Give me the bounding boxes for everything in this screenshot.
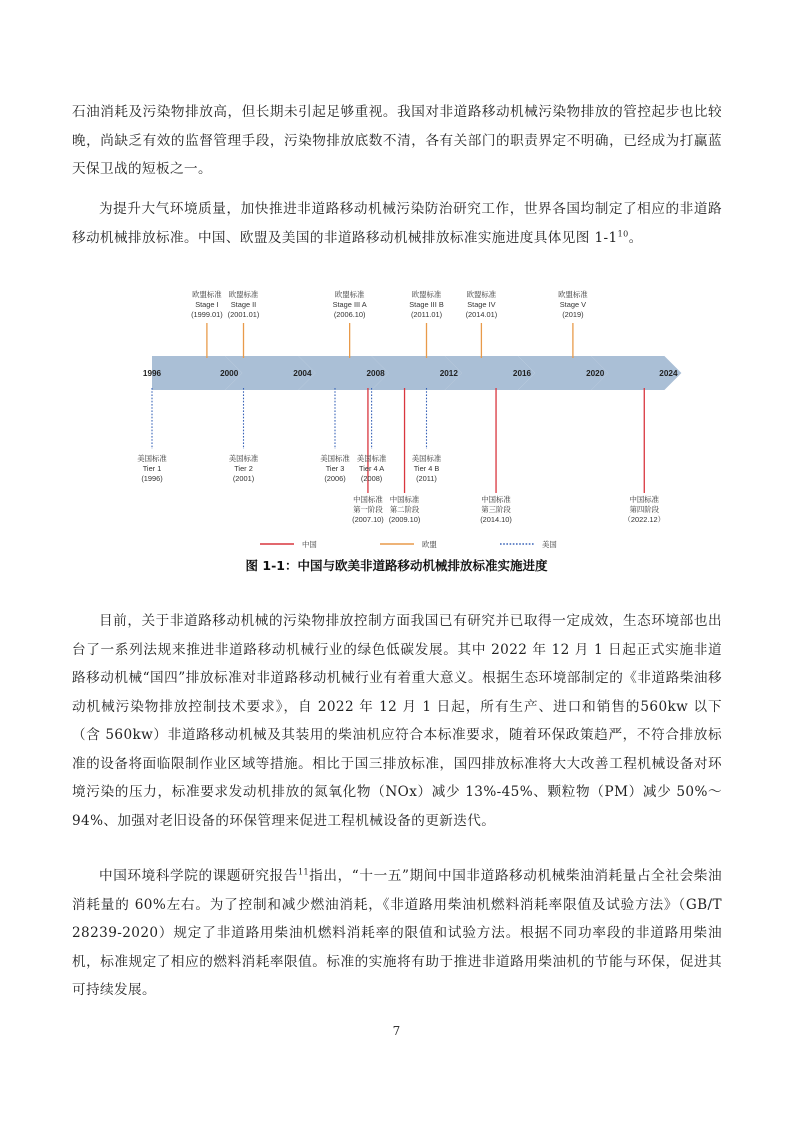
china-label-3-line-2: 第四阶段 [629,505,660,514]
timeline-labels [137,290,678,524]
china-label-0-line-1: 中国标准 [353,495,383,504]
us-label-4-line-2: Tier 4 B [413,464,440,473]
legend-label-us: 美国 [542,540,557,549]
year-label-2004: 2004 [293,369,312,378]
paragraph-2 [72,195,722,252]
us-label-4-line-3: (2011) [416,474,437,483]
us-label-2-line-3: (2006) [324,474,346,483]
eu-label-4-line-1: 欧盟标准 [466,290,497,299]
eu-label-0-line-2: Stage I [195,300,219,309]
us-label-4-line-1: 美国标准 [411,454,442,463]
eu-label-5-line-2: Stage V [559,300,587,309]
eu-label-4-line-3: (2014.01) [465,310,498,319]
china-label-0 [352,495,384,524]
eu-label-4-line-2: Stage IV [467,300,496,309]
eu-label-5-line-3: (2019) [562,310,584,319]
paragraph-3: 目前，关于非道路移动机械的污染物排放控制方面我国已有研究并已取得一定成效，生态环境部也出台了一系列法规来推进非道路移动机械行业的绿色低碳发展。其中 2022 年 12 月 1 日起正式实施非道路移动机械“国四”排放标准对非道路移动机械行业有着重大意义。根据生态环境部制定的《非道路柴油移动机械污染物排放控制技术要求》，自 2022 年 12 月 1 日起，所有生产、进口和销售的560kw 以下（含 560kw）非道路移动机械及其装用的柴油机应符合本标准要求，随着环保政策趋严，不符合排放标准的设备将面临限制作业区域等措施。相比于国三排放标准，国四排放标准将大大改善工程机械设备对环境污染的压力，标准要求发动机排放的氮氧化物（NOx）减少 13%-45%、颗粒物（PM）减少 50%～94%、加强对老旧设备的环保管理来促进工程机械设备的更新迭代。 [72,613,722,829]
page-number: 7 [392,1024,401,1038]
us-label-1 [229,454,259,483]
us-label-3-line-3: (2008) [360,474,383,483]
paragraph-2-end: 。 [628,229,643,246]
us-label-2 [320,454,350,483]
us-label-3 [357,454,387,483]
us-label-0-line-3: (1996) [141,474,163,483]
year-label-2024: 2024 [659,369,678,378]
timeline-figure [130,283,678,551]
footnote-ref-10[interactable]: 10 [617,228,629,238]
eu-label-5-line-1: 欧盟标准 [558,290,588,299]
year-label-2000: 2000 [220,369,239,378]
china-label-2-line-1: 中国标准 [481,495,511,504]
us-label-0-line-2: Tier 1 [142,464,162,473]
paragraph-4 [72,862,722,1005]
china-label-2-line-3: (2014.10) [480,515,512,524]
year-label-2020: 2020 [586,369,605,378]
paragraph-2-text: 为提升大气环境质量，加快推进非道路移动机械污染防治研究工作，世界各国均制定了相应的非道路移动机械排放标准。中国、欧盟及美国的非道路移动机械排放标准实施进度具体见图 1-1 [72,201,722,246]
us-label-2-line-2: Tier 3 [325,464,345,473]
china-label-3 [624,495,666,524]
eu-label-2 [333,290,367,319]
us-label-4 [412,454,442,483]
eu-label-2-line-3: (2006.10) [333,310,366,319]
china-label-0-line-3: (2007.10) [352,515,384,524]
china-label-2-line-2: 第三阶段 [481,505,511,514]
eu-label-1-line-2: Stage II [230,300,257,309]
china-label-0-line-2: 第一阶段 [353,505,383,514]
eu-label-5 [558,290,588,319]
eu-label-0-line-1: 欧盟标准 [192,290,222,299]
eu-label-4 [466,290,498,319]
eu-label-1-line-1: 欧盟标准 [228,290,259,299]
eu-label-1-line-3: (2001.01) [227,310,260,319]
eu-label-3-line-3: (2011.01) [410,310,443,319]
us-label-1-line-3: (2001) [232,474,255,483]
figure-caption: 图 1-1：中国与欧美非道路移动机械排放标准实施进度 [245,558,548,573]
eu-label-2-line-1: 欧盟标准 [334,290,365,299]
year-label-2016: 2016 [512,369,532,378]
year-label-2012: 2012 [439,369,458,378]
eu-label-0-line-3: (1999.01) [191,310,223,319]
eu-label-1 [228,290,260,319]
china-label-3-line-1: 中国标准 [629,495,660,504]
year-label-1996: 1996 [142,369,162,378]
us-label-0 [137,454,167,483]
eu-label-0 [191,290,223,319]
legend-label-china: 中国 [302,540,317,549]
us-label-1-line-1: 美国标准 [228,454,259,463]
china-label-3-line-3: （2022.12） [623,515,666,524]
year-label-2008: 2008 [366,369,385,378]
timeline-markers [152,323,644,493]
us-label-1-line-2: Tier 2 [234,464,253,473]
china-label-2 [480,495,512,524]
figure-legend [260,540,557,549]
us-label-2-line-1: 美国标准 [320,454,350,463]
paragraph-4-text-a: 中国环境科学院的课题研究报告 [99,868,298,884]
china-label-1-line-1: 中国标准 [389,495,420,504]
eu-label-3-line-2: Stage III B [409,300,444,309]
eu-label-2-line-2: Stage III A [332,300,367,309]
china-label-1-line-2: 第二阶段 [389,505,420,514]
eu-label-3 [409,290,444,319]
legend-label-eu: 欧盟 [422,540,437,549]
paragraph-4-text-b: 指出，“十一五”期间中国非道路移动机械柴油消耗量占全社会柴油消耗量的 60%左右。为了控制和减少燃油消耗，《非道路用柴油机燃料消耗率限值及试验方法》（GB/T 28239-2020）规定了非道路用柴油机燃料消耗率的限值和试验方法。根据不同功率段的非道路用柴油机，标准规定了相应的燃料消耗率限值。标准的实施将有助于推进非道路用柴油机的节能与环保，促进其可持续发展。 [72,868,722,998]
us-label-3-line-1: 美国标准 [356,454,387,463]
us-label-0-line-1: 美国标准 [137,454,167,463]
eu-label-3-line-1: 欧盟标准 [411,290,442,299]
paragraph-1: 石油消耗及污染物排放高，但长期未引起足够重视。我国对非道路移动机械污染物排放的管控起步也比较晚，尚缺乏有效的监督管理手段，污染物排放底数不清，各有关部门的职责界定不明确，已经成为打赢蓝天保卫战的短板之一。 [72,104,722,177]
china-label-1-line-3: (2009.10) [388,515,421,524]
us-label-3-line-2: Tier 4 A [358,464,385,473]
footnote-ref-11[interactable]: 11 [297,867,309,877]
china-label-1 [389,495,421,524]
